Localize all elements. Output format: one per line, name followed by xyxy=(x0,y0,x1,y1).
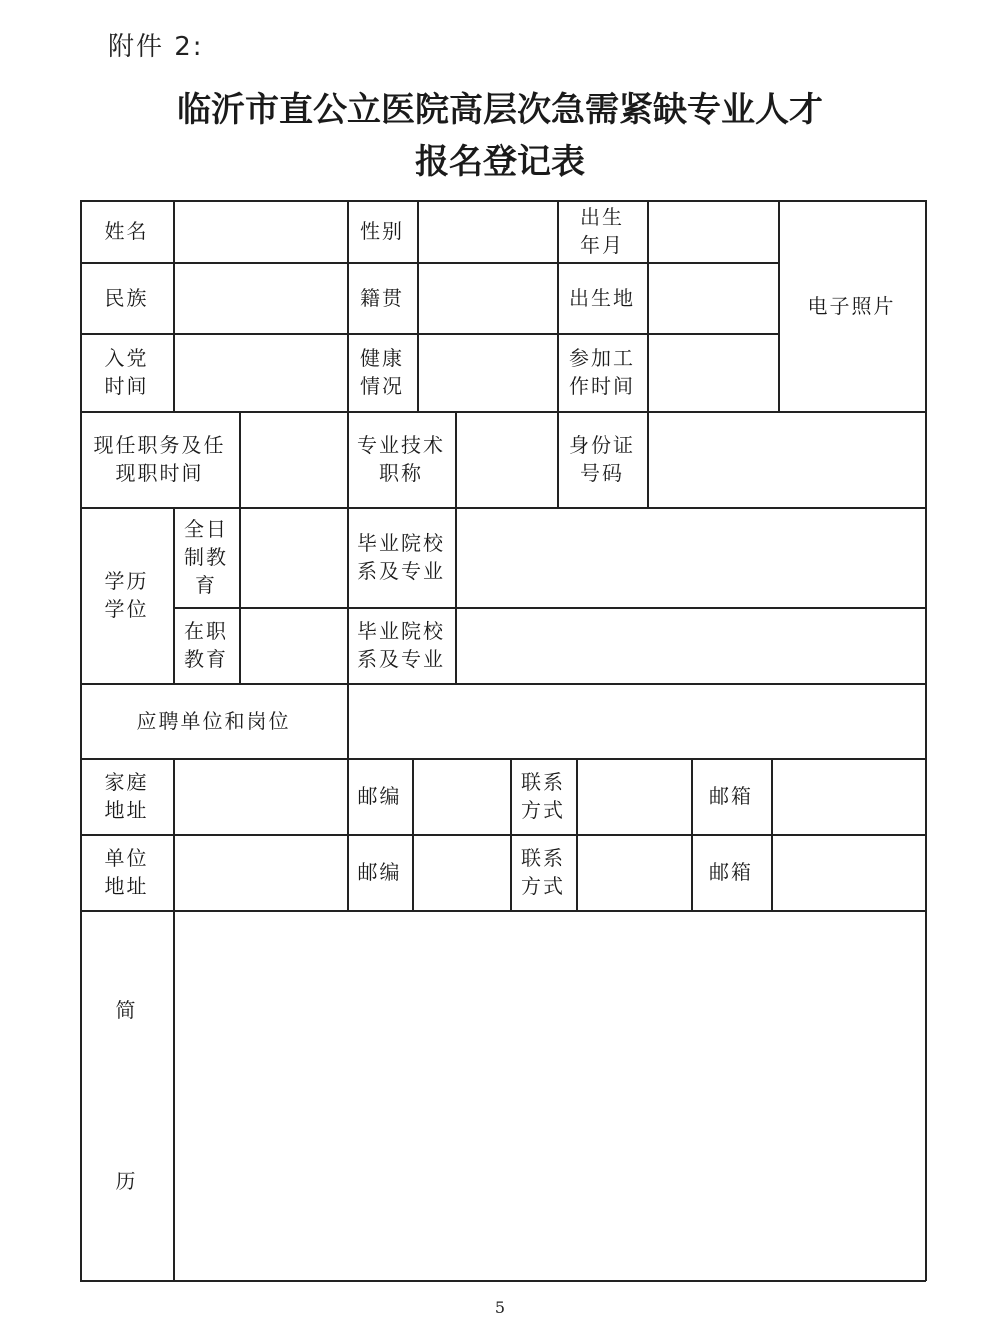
label-postcode-home: 邮编 xyxy=(357,784,402,808)
graduate-school-inservice-field[interactable] xyxy=(457,609,923,681)
email-work-field[interactable] xyxy=(773,836,923,908)
label-id-number: 身份证 号码 xyxy=(569,433,635,485)
label-postcode-work: 邮编 xyxy=(357,860,402,884)
work-start-date-field[interactable] xyxy=(649,335,776,409)
fulltime-education-field[interactable] xyxy=(241,509,345,605)
postcode-home-field[interactable] xyxy=(414,760,508,832)
label-email-work: 邮箱 xyxy=(709,860,753,884)
party-join-date-field[interactable] xyxy=(175,335,345,409)
graduate-school-fulltime-field[interactable] xyxy=(457,509,923,605)
label-ethnicity: 民族 xyxy=(104,285,149,310)
gender-field[interactable] xyxy=(419,202,555,260)
photo-area[interactable]: 电子照片 xyxy=(807,293,896,318)
attachment-label: 附件 2: xyxy=(108,32,204,62)
form-title: 临沂市直公立医院高层次急需紧缺专业人才 xyxy=(177,90,823,130)
inservice-education-field[interactable] xyxy=(241,609,345,681)
label-work-start-date: 参加工 作时间 xyxy=(569,346,635,398)
name-field[interactable] xyxy=(175,202,345,260)
table-border-bottom xyxy=(80,1280,926,1282)
native-place-field[interactable] xyxy=(419,264,555,331)
label-current-position: 现任职务及任 现职时间 xyxy=(93,433,226,485)
label-applied-unit-position: 应聘单位和岗位 xyxy=(136,708,291,733)
home-address-field[interactable] xyxy=(175,760,345,832)
label-contact-home: 联系 方式 xyxy=(521,770,565,822)
label-party-join-date: 入党 时间 xyxy=(104,346,149,398)
label-email-home: 邮箱 xyxy=(709,784,753,808)
applied-unit-position-field[interactable] xyxy=(349,685,923,756)
label-name: 姓名 xyxy=(104,219,149,243)
label-resume-char-2: 历 xyxy=(115,1169,138,1193)
form-subtitle: 报名登记表 xyxy=(415,142,585,182)
label-health: 健康 情况 xyxy=(360,346,404,398)
work-address-field[interactable] xyxy=(175,836,345,908)
label-graduate-school-fulltime: 毕业院校 系及专业 xyxy=(357,531,445,583)
label-home-address: 家庭 地址 xyxy=(104,770,149,822)
health-field[interactable] xyxy=(419,335,555,409)
label-education-degree: 学历 学位 xyxy=(104,569,149,621)
contact-work-field[interactable] xyxy=(578,836,689,908)
label-birth-date: 出生 年月 xyxy=(580,205,624,257)
table-border-right xyxy=(925,200,927,1281)
label-resume-char-1: 简 xyxy=(115,998,138,1022)
label-contact-work: 联系 方式 xyxy=(521,846,565,898)
resume-field[interactable] xyxy=(175,912,923,1278)
postcode-work-field[interactable] xyxy=(414,836,508,908)
label-graduate-school-inservice: 毕业院校 系及专业 xyxy=(357,619,445,671)
professional-title-field[interactable] xyxy=(457,413,555,505)
ethnicity-field[interactable] xyxy=(175,264,345,331)
id-number-field[interactable] xyxy=(649,413,923,505)
label-birthplace: 出生地 xyxy=(569,285,635,310)
contact-home-field[interactable] xyxy=(578,760,689,832)
email-home-field[interactable] xyxy=(773,760,923,832)
label-inservice-education: 在职 教育 xyxy=(184,619,228,671)
label-gender: 性别 xyxy=(360,219,404,243)
birthplace-field[interactable] xyxy=(649,264,776,331)
label-work-address: 单位 地址 xyxy=(104,846,149,898)
current-position-field[interactable] xyxy=(241,413,345,505)
birth-date-field[interactable] xyxy=(649,202,776,260)
label-fulltime-education: 全日 制教 育 xyxy=(184,517,228,597)
page-number: 5 xyxy=(494,1298,506,1317)
label-professional-title: 专业技术 职称 xyxy=(357,433,445,485)
label-native-place: 籍贯 xyxy=(360,285,404,310)
